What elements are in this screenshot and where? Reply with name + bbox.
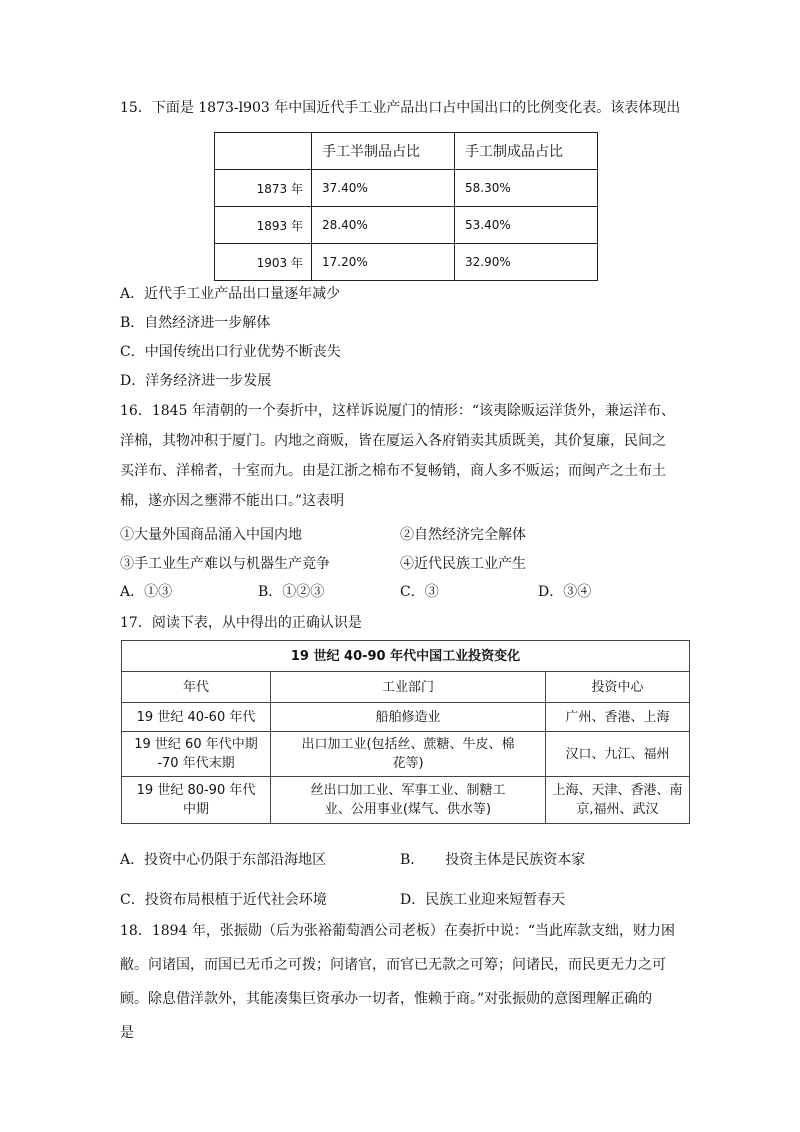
- q17-era-cell: [122, 703, 271, 732]
- q17-center-cell: [546, 703, 690, 732]
- q18-text-line: 敝。问诸国，而国已无币之可拨；问诸官，而官已无款之可筹；问诸民，而民更无力之可: [120, 957, 666, 973]
- q16-option-c[interactable]: C．③: [400, 584, 439, 600]
- q16-text-line: 洋棉，其物冲积于厦门。内地之商贩，皆在厦运入各府销卖其质既美，其价复廉，民间之: [120, 433, 666, 449]
- q17-stem: 17．阅读下表，从中得出的正确认识是: [120, 615, 362, 631]
- q17-header-center: 投资中心: [546, 672, 690, 703]
- q17-sector-cell: [271, 703, 546, 732]
- q15-option-c[interactable]: C．中国传统出口行业优势不断丧失: [120, 344, 341, 360]
- q17-option-a[interactable]: A．投资中心仍限于东部沿海地区: [120, 852, 327, 868]
- q17-center-text: 上海、天津、香港、南: [552, 783, 683, 798]
- q17-center-text: 汉口、九江、福州: [565, 746, 670, 762]
- q16-text-line: 棉，遂亦因之壅滞不能出口。”这表明: [120, 493, 345, 509]
- q15-finished-cell: 58.30%: [455, 170, 598, 207]
- q18-text-line: 是: [120, 1025, 134, 1041]
- q17-era-text: 19 世纪 60 年代中期: [134, 737, 258, 752]
- q15-option-d[interactable]: D．洋务经济进一步发展: [120, 373, 272, 389]
- q15-stem: 15．下面是 1873-l903 年中国近代手工业产品出口占中国出口的比例变化表。该表体现出: [120, 100, 681, 116]
- q17-table-caption: 19 世纪 40-90 年代中国工业投资变化: [122, 641, 690, 672]
- q16-statement-3: ③手工业生产难以与机器生产竞争: [120, 556, 330, 572]
- q15-option-a[interactable]: A．近代手工业产品出口量逐年减少: [120, 286, 341, 302]
- q17-era-text: 19 世纪 40-60 年代: [136, 709, 256, 725]
- q16-statement-4: ④近代民族工业产生: [400, 556, 526, 572]
- q18-text-line: 18．1894 年，张振勋（后为张裕葡萄酒公司老板）在奏折中说：“当此库款支绌，财力困: [120, 923, 676, 939]
- q17-center-cell: [546, 732, 690, 777]
- q15-year-cell: 1873 年: [215, 170, 312, 207]
- q17-option-c[interactable]: C．投资布局根植于近代社会环境: [120, 892, 327, 908]
- q18-text-line: 顾。除息借洋款外，其能凑集巨资承办一切者，惟赖于商。”对张振勋的意图理解正确的: [120, 991, 653, 1007]
- q17-sector-cell: [271, 732, 546, 777]
- q15-finished-cell: 32.90%: [455, 244, 598, 281]
- q17-header-sector: 工业部门: [271, 672, 546, 703]
- q16-text-line: 16．1845 年清朝的一个奏折中，这样诉说厦门的情形：“该夷除贩运洋货外，兼运洋布、: [120, 403, 676, 419]
- q17-center-cell: [546, 777, 690, 824]
- q17-era-cell: [122, 777, 271, 824]
- q17-sector-text: 出口加工业(包括丝、蔗糖、牛皮、棉: [301, 737, 515, 752]
- q17-sector-text: 花等): [392, 756, 424, 771]
- q15-header-semi: 手工半制品占比: [312, 133, 455, 170]
- q16-text-line: 买洋布、洋棉者，十室而九。由是江浙之棉布不复畅销，商人多不贩运；而闽产之土布土: [120, 463, 666, 479]
- q15-semi-cell: 28.40%: [312, 207, 455, 244]
- q16-statement-2: ②自然经济完全解体: [400, 527, 526, 543]
- q17-era-text: 19 世纪 80-90 年代: [136, 783, 256, 798]
- q16-statement-1: ①大量外国商品涌入中国内地: [120, 527, 302, 543]
- q15-table: [214, 132, 598, 281]
- q17-era-cell: [122, 732, 271, 777]
- q17-option-d[interactable]: D．民族工业迎来短暂春天: [400, 892, 566, 908]
- q15-option-b[interactable]: B．自然经济进一步解体: [120, 315, 271, 331]
- q15-semi-cell: 37.40%: [312, 170, 455, 207]
- q17-sector-text: 丝出口加工业、军事工业、制糖工: [310, 783, 506, 798]
- q17-center-text: 京,福州、武汉: [576, 802, 659, 817]
- q15-finished-cell: 53.40%: [455, 207, 598, 244]
- q15-year-cell: 1903 年: [215, 244, 312, 281]
- q15-header-finished: 手工制成品占比: [455, 133, 598, 170]
- q17-sector-text: 业、公用事业(煤气、供水等): [324, 802, 492, 817]
- q15-semi-cell: 17.20%: [312, 244, 455, 281]
- q17-era-text: 中期: [182, 802, 209, 817]
- q17-era-text: -70 年代末期: [157, 756, 235, 771]
- q15-year-cell: 1893 年: [215, 207, 312, 244]
- q17-table: [121, 640, 690, 824]
- q17-sector-text: 船舶修造业: [375, 709, 441, 725]
- q16-option-d[interactable]: D．③④: [538, 584, 592, 600]
- q17-sector-cell: [271, 777, 546, 824]
- q15-header-empty: [215, 133, 312, 170]
- q16-option-b[interactable]: B．①②③: [258, 584, 325, 600]
- q16-option-a[interactable]: A．①③: [120, 584, 173, 600]
- q17-header-era: 年代: [122, 672, 271, 703]
- q17-option-b[interactable]: B． 投资主体是民族资本家: [400, 852, 586, 868]
- q17-center-text: 广州、香港、上海: [565, 709, 670, 725]
